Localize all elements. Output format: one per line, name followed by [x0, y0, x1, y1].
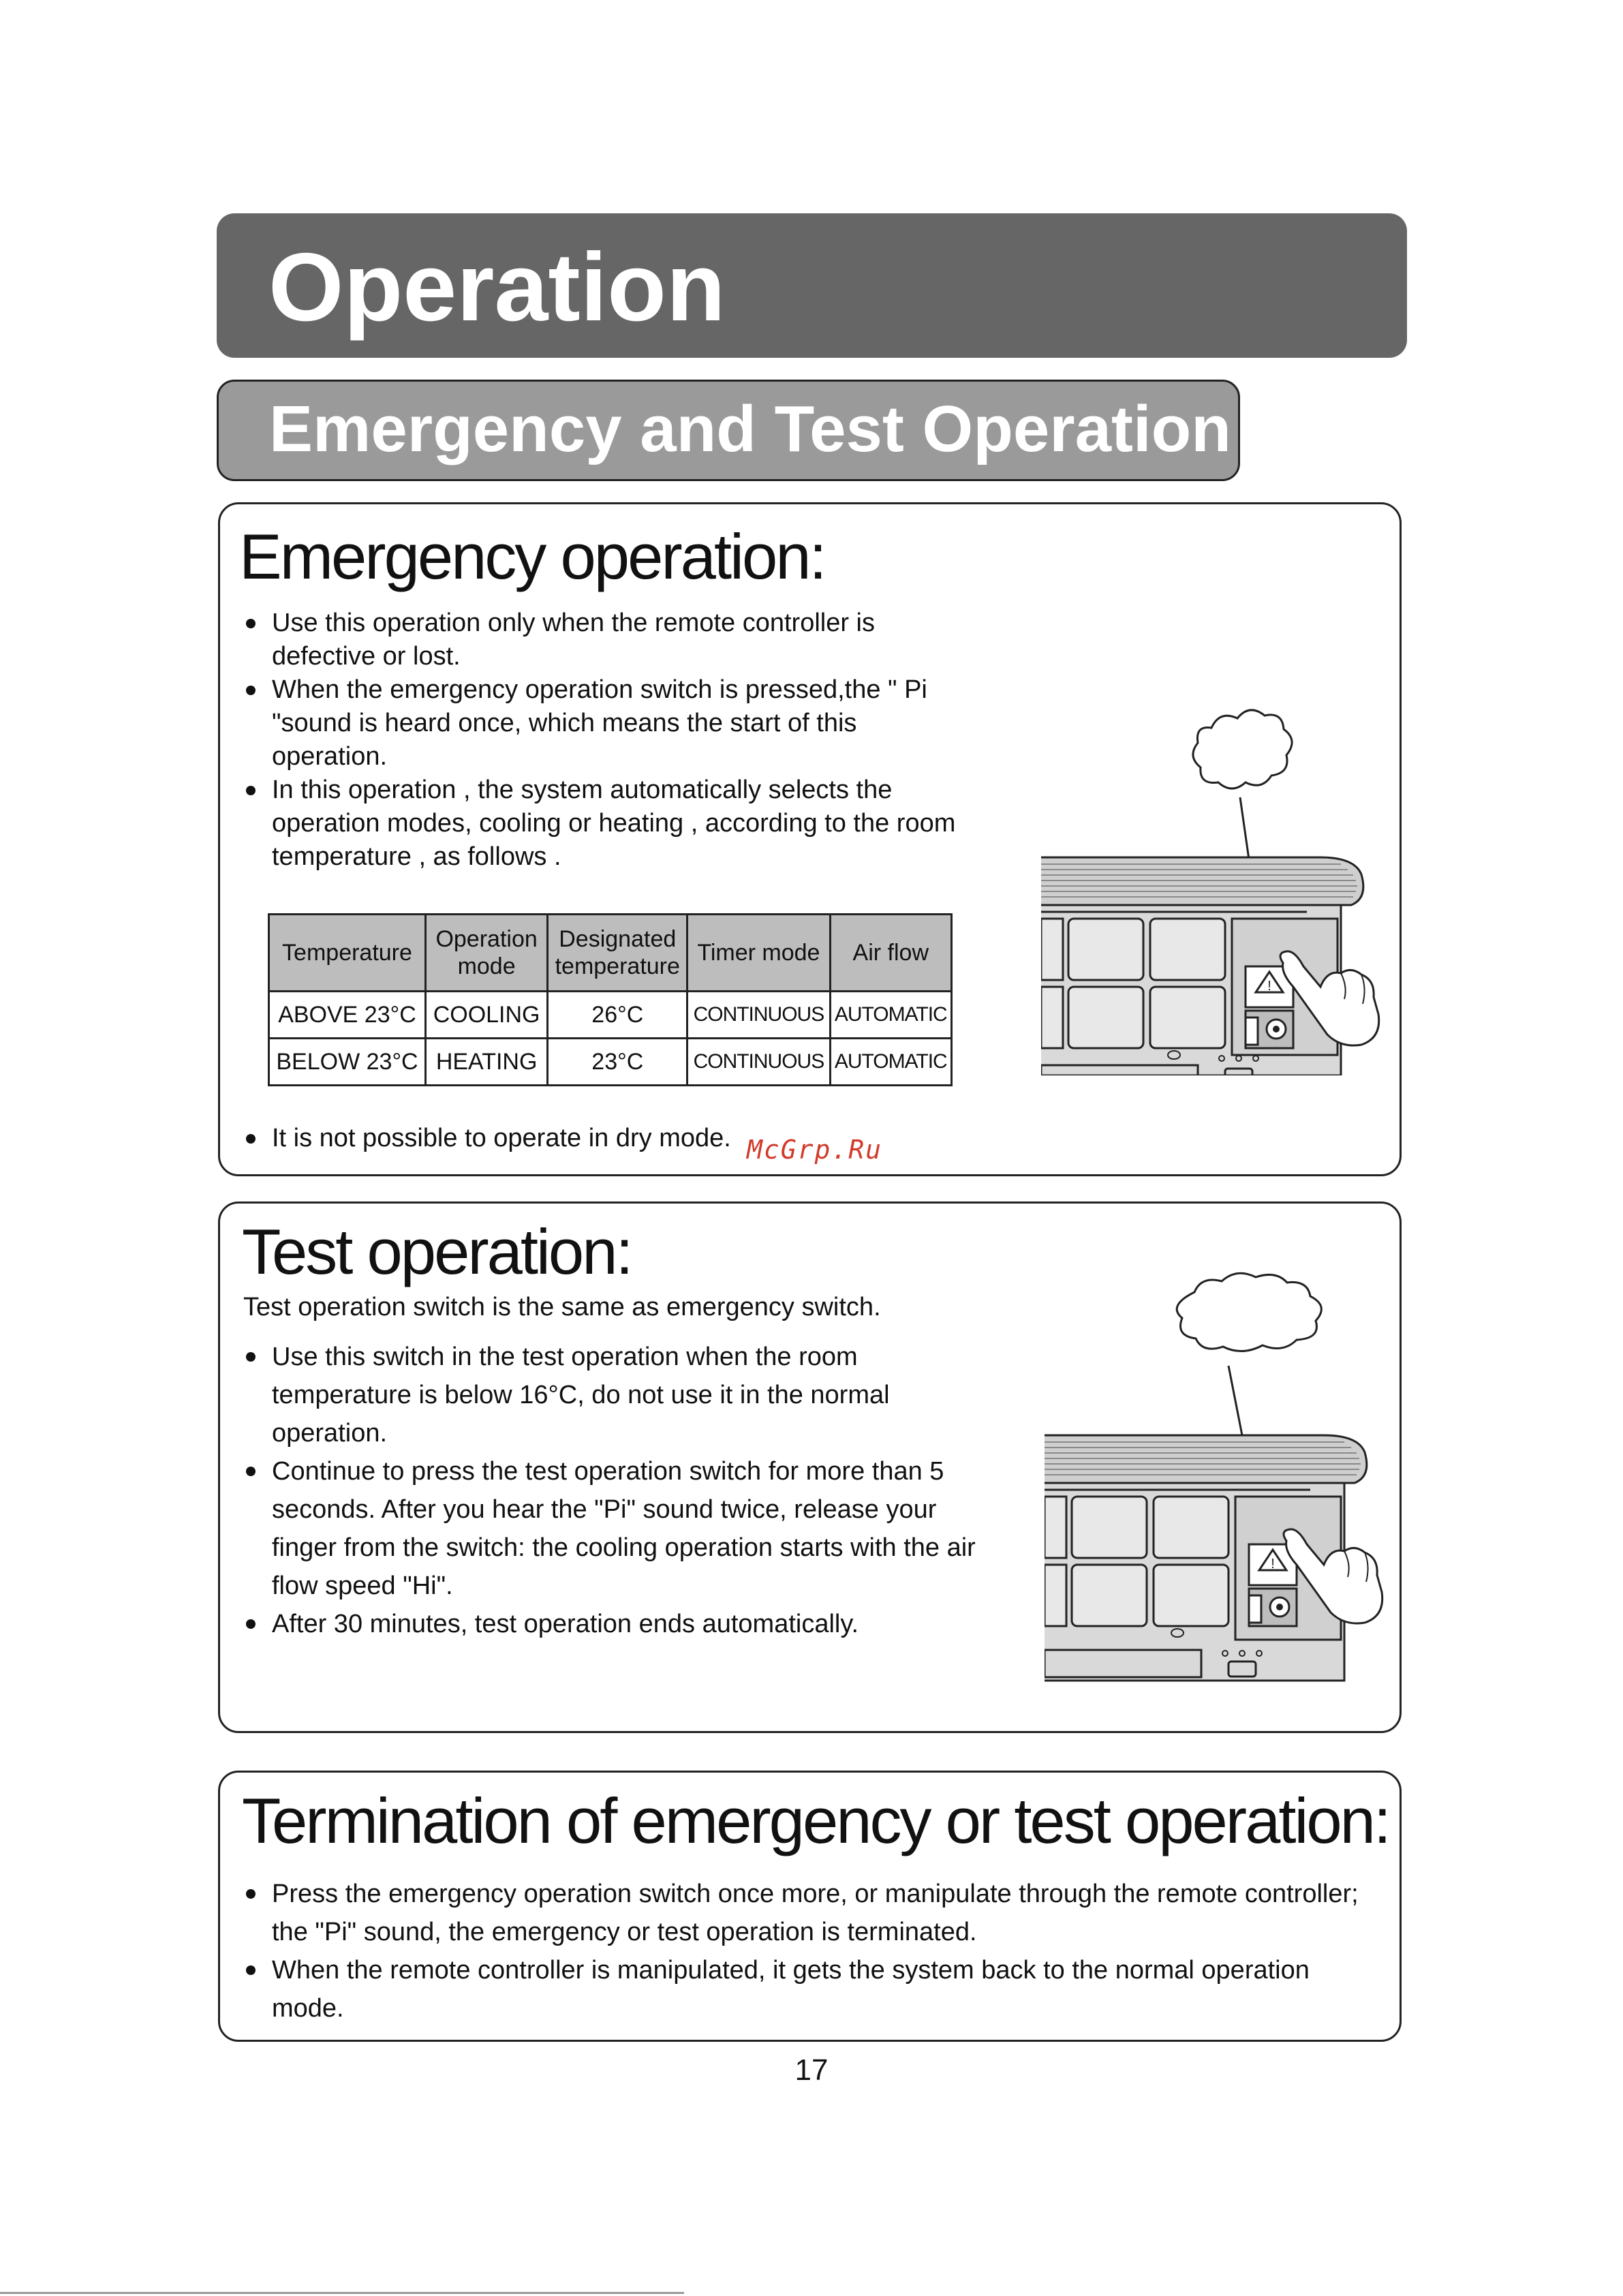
chapter-header [217, 213, 1407, 358]
table-row [269, 1039, 952, 1086]
list-item: Use this operation only when the remote controller is defective or lost. [246, 607, 975, 673]
list-item: When the remote controller is manipulated, it gets the system back to the normal operation mode. [246, 1951, 1363, 2027]
termination-title: Termination of emergency or test operation: [242, 1785, 1390, 1856]
emergency-mode-table [268, 913, 953, 1086]
test-operation-title: Test operation: [242, 1216, 632, 1287]
list-item: In this operation , the system automatically selects the operation modes, cooling or heating , according to the room temperature , as follows . [246, 774, 975, 874]
test-operation-panel [218, 1201, 1402, 1733]
table-header-row [269, 915, 952, 992]
table-cell: AUTOMATIC [830, 992, 951, 1039]
table-header-cell: Operation mode [425, 915, 547, 992]
table-cell: ABOVE 23°C [269, 992, 426, 1039]
table-cell: 23°C [548, 1039, 687, 1086]
table-cell: BELOW 23°C [269, 1039, 426, 1086]
test-bullet-list [246, 1338, 982, 1643]
svg-text:!: ! [1271, 1557, 1275, 1572]
table-header-cell: Timer mode [687, 915, 830, 992]
section-header [217, 380, 1240, 481]
table-header-cell: Temperature [269, 915, 426, 992]
bottom-divider [0, 2292, 684, 2294]
emergency-bullet-list [246, 607, 975, 874]
chapter-title: Operation [268, 233, 726, 341]
svg-text:!: ! [1267, 979, 1271, 994]
table-cell: COOLING [425, 992, 547, 1039]
list-item: When the emergency operation switch is pressed,the " Pi "sound is heard once, which means the start of this operation. [246, 673, 975, 774]
test-operation-intro: Test operation switch is the same as emergency switch. [243, 1293, 881, 1321]
table-cell: 26°C [548, 992, 687, 1039]
ac-unit-emergency-switch-illustration [1041, 694, 1382, 1075]
speech-bubble-icon [1193, 710, 1292, 789]
table-header-cell: Designated temperature [548, 915, 687, 992]
list-item: Press the emergency operation switch once more, or manipulate through the remote controller; the "Pi" sound, the emergency or test operation is terminated. [246, 1875, 1363, 1951]
list-item: It is not possible to operate in dry mode. [246, 1122, 927, 1155]
table-row [269, 992, 952, 1039]
ac-unit-test-switch-illustration [1045, 1251, 1385, 1742]
list-item: After 30 minutes, test operation ends automatically. [246, 1605, 982, 1643]
table-cell: AUTOMATIC [830, 1039, 951, 1086]
table-cell: CONTINUOUS [687, 992, 830, 1039]
speech-bubble-icon [1177, 1273, 1321, 1351]
watermark: McGrp.Ru [747, 1135, 883, 1165]
termination-panel [218, 1771, 1402, 2042]
emergency-operation-title: Emergency operation: [239, 521, 825, 592]
page-number: 17 [794, 2053, 829, 2087]
emergency-operation-panel [218, 502, 1402, 1176]
table-cell: CONTINUOUS [687, 1039, 830, 1086]
list-item: Continue to press the test operation switch for more than 5 seconds. After you hear the "Pi" sound twice, release your finger from the switch: the cooling operation starts with the air flow speed "Hi". [246, 1452, 982, 1605]
section-title: Emergency and Test Operation [269, 393, 1231, 465]
list-item: Use this switch in the test operation when the room temperature is below 16°C, do not use it in the normal operation. [246, 1338, 982, 1452]
table-header-cell: Air flow [830, 915, 951, 992]
termination-bullet-list [246, 1875, 1363, 2027]
table-cell: HEATING [425, 1039, 547, 1086]
